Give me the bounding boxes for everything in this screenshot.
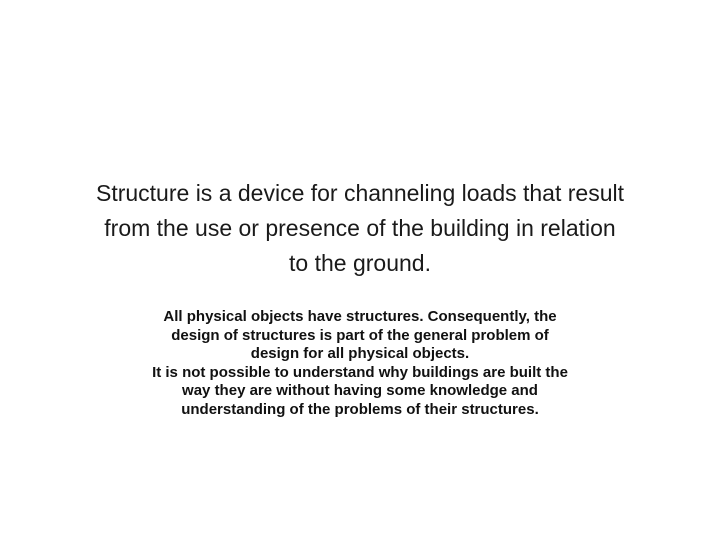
body-line: design of structures is part of the general problem of — [171, 326, 549, 344]
body-line: understanding of the problems of their structures. — [181, 400, 539, 418]
body-line: It is not possible to understand why buildings are built the — [152, 363, 568, 381]
title-line: Structure is a device for channeling loads that result — [95, 180, 624, 206]
body-line: design for all physical objects. — [250, 345, 470, 363]
slide-title — [50, 176, 670, 281]
slide-body — [90, 308, 630, 420]
title-line: to the ground. — [289, 250, 431, 276]
body-line: way they are without having some knowledge and — [182, 382, 538, 400]
title-line: from the use or presence of the building in relation — [104, 215, 616, 241]
body-line: All physical objects have structures. Consequently, the — [163, 308, 557, 325]
